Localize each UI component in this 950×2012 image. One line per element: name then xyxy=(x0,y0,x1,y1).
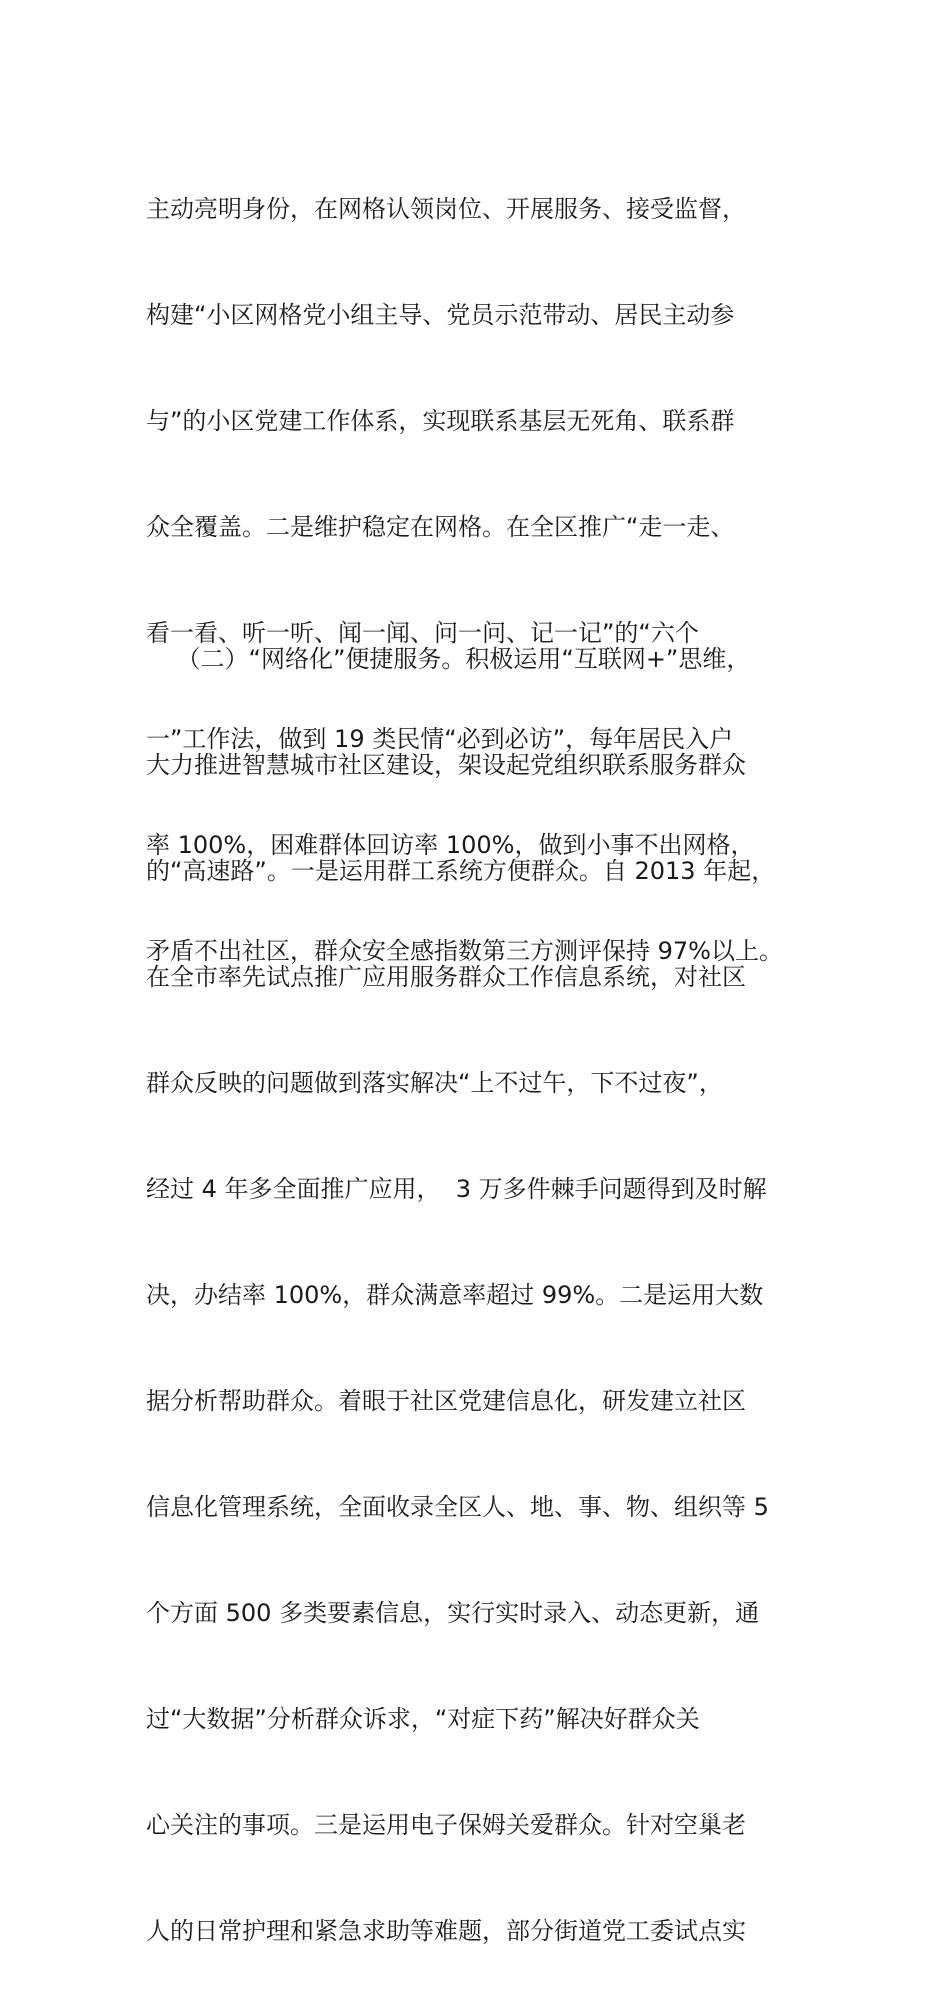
text-line: 个方面 500 多类要素信息，实行实时录入、动态更新，通 xyxy=(146,1599,760,1627)
text-line: 看一看、听一听、闻一闻、问一问、记一记”的“六个 xyxy=(146,619,699,647)
text-line: 矛盾不出社区，群众安全感指数第三方测评保持 97%以上。 xyxy=(146,937,783,965)
text-line: 过“大数据”分析群众诉求，“对症下药”解决好群众关 xyxy=(146,1705,700,1733)
text-line: 众全覆盖。二是维护稳定在网格。在全区推广“走一走、 xyxy=(146,513,735,541)
text-line: 群众反映的问题做到落实解决“上不过午，下不过夜”， xyxy=(146,1069,723,1097)
text-line: 一”工作法，做到 19 类民情“必到必访”，每年居民入户 xyxy=(146,725,734,753)
text-line: 率 100%，困难群体回访率 100%，做到小事不出网格， xyxy=(146,831,755,859)
text-line: 经过 4 年多全面推广应用， 3 万多件棘手问题得到及时解 xyxy=(146,1175,767,1203)
text-line: 据分析帮助群众。着眼于社区党建信息化，研发建立社区 xyxy=(146,1387,746,1415)
paragraph-2 xyxy=(146,578,836,2012)
text-line: 在全市率先试点推广应用服务群众工作信息系统，对社区 xyxy=(146,963,746,991)
text-line: 心关注的事项。三是运用电子保姆关爱群众。针对空巢老 xyxy=(146,1811,746,1839)
text-line: 主动亮明身份，在网格认领岗位、开展服务、接受监督， xyxy=(146,195,746,223)
text-line: 信息化管理系统，全面收录全区人、地、事、物、组织等 5 xyxy=(146,1493,769,1521)
text-line: 构建“小区网格党小组主导、党员示范带动、居民主动参 xyxy=(146,301,735,329)
text-line: 的“高速路”。一是运用群工系统方便群众。自 2013 年起， xyxy=(146,857,776,885)
text-line: 大力推进智慧城市社区建设，架设起党组织联系服务群众 xyxy=(146,751,746,779)
text-line: 与”的小区党建工作体系，实现联系基层无死角、联系群 xyxy=(146,407,735,435)
text-line: 人的日常护理和紧急求助等难题，部分街道党工委试点实 xyxy=(146,1917,746,1945)
text-line: 决，办结率 100%，群众满意率超过 99%。二是运用大数 xyxy=(146,1281,764,1309)
text-line: （二）“网络化”便捷服务。积极运用“互联网+”思维， xyxy=(146,645,751,673)
